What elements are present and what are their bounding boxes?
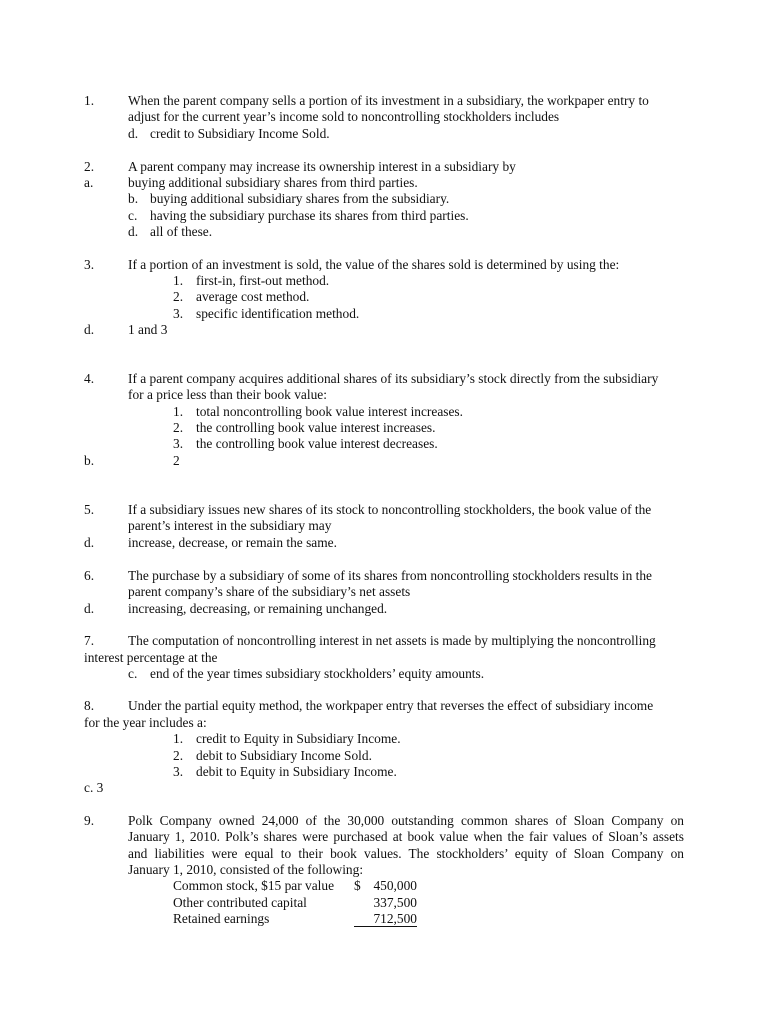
currency-symbol: $ [354,878,361,893]
question-number: 3. [84,257,95,272]
answer-text: 1 and 3 [128,322,168,337]
item-text: debit to Equity in Subsidiary Income. [196,764,397,779]
item-text: the controlling book value interest decreases. [196,436,438,451]
equity-label: Retained earnings [173,911,270,926]
option-letter: a. [84,175,94,190]
option-text: all of these. [150,224,213,239]
item-text: first-in, first-out method. [196,273,330,288]
option-letter: b. [128,191,139,206]
option-text: buying additional subsidiary shares from third parties. [128,175,418,190]
question-text-line: parent company’s share of the subsidiary’s net assets [128,584,411,599]
item-number: 2. [173,420,184,435]
option-text: buying additional subsidiary shares from the subsidiary. [150,191,450,206]
question-text-line: If a portion of an investment is sold, the value of the shares sold is determined by using the: [128,257,620,272]
question-text-line: January 1, 2010. Polk’s shares were purchased at book value when the fair values of Sloan’s assets [128,829,684,844]
question-text-line: Under the partial equity method, the workpaper entry that reverses the effect of subsidiary income [128,698,654,713]
question-text-line: Polk Company owned 24,000 of the 30,000 outstanding common shares of Sloan Company on [128,813,684,828]
question-text-line: parent’s interest in the subsidiary may [128,518,332,533]
item-number: 3. [173,764,184,779]
question-number: 6. [84,568,95,583]
question-text-line: The computation of noncontrolling interest in net assets is made by multiplying the noncontrolling [128,633,656,648]
option-letter: c. [128,208,138,223]
question-number: 7. [84,633,95,648]
answer-letter: c. [128,666,138,681]
question-text-line: for a price less than their book value: [128,387,327,402]
equity-label: Other contributed capital [173,895,307,910]
option-letter: d. [128,224,139,239]
question-text-line: A parent company may increase its ownership interest in a subsidiary by [128,159,516,174]
question-number: 4. [84,371,95,386]
item-text: debit to Subsidiary Income Sold. [196,748,372,763]
question-text-line: and liabilities were equal to their book values. The stockholders’ equity of Sloan Company on [128,846,684,861]
item-text: total noncontrolling book value interest increases. [196,404,463,419]
option-text: having the subsidiary purchase its shares from third parties. [150,208,469,223]
question-text-line: interest percentage at the [84,650,218,665]
question-text-line: The purchase by a subsidiary of some of its shares from noncontrolling stockholders results in the [128,568,652,583]
answer-letter: b. [84,453,95,468]
item-number: 3. [173,306,184,321]
item-number: 2. [173,289,184,304]
item-text: average cost method. [196,289,310,304]
item-text: specific identification method. [196,306,360,321]
answer-text: increase, decrease, or remain the same. [128,535,337,550]
equity-amount: 337,500 [373,895,417,910]
question-number: 5. [84,502,95,517]
answer-letter: d. [84,601,95,616]
item-number: 2. [173,748,184,763]
item-number: 1. [173,731,184,746]
answer-text: 2 [173,453,180,468]
answer-letter: d. [84,322,95,337]
question-text-line: When the parent company sells a portion of its investment in a subsidiary, the workpaper entry to [128,93,649,108]
equity-amount: 712,500 [354,911,417,927]
question-number: 9. [84,813,95,828]
question-number: 2. [84,159,95,174]
question-number: 8. [84,698,95,713]
item-text: the controlling book value interest increases. [196,420,436,435]
answer-letter: d. [128,126,139,141]
equity-amount: 450,000 [373,878,417,893]
question-number: 1. [84,93,95,108]
answer-letter: d. [84,535,95,550]
question-text-line: January 1, 2010, consisted of the following: [128,862,364,877]
question-text-line: for the year includes a: [84,715,207,730]
question-text-line: If a parent company acquires additional shares of its subsidiary’s stock directly from the subsidiary [128,371,659,386]
item-number: 1. [173,404,184,419]
item-number: 3. [173,436,184,451]
answer-text: increasing, decreasing, or remaining unchanged. [128,601,388,616]
answer-text: end of the year times subsidiary stockholders’ equity amounts. [150,666,485,681]
answer-text: c. 3 [84,780,104,795]
question-text-line: adjust for the current year’s income sold to noncontrolling stockholders includes [128,109,560,124]
item-number: 1. [173,273,184,288]
equity-label: Common stock, $15 par value [173,878,335,893]
item-text: credit to Equity in Subsidiary Income. [196,731,401,746]
answer-text: credit to Subsidiary Income Sold. [150,126,330,141]
question-text-line: If a subsidiary issues new shares of its stock to noncontrolling stockholders, the book value of the [128,502,652,517]
